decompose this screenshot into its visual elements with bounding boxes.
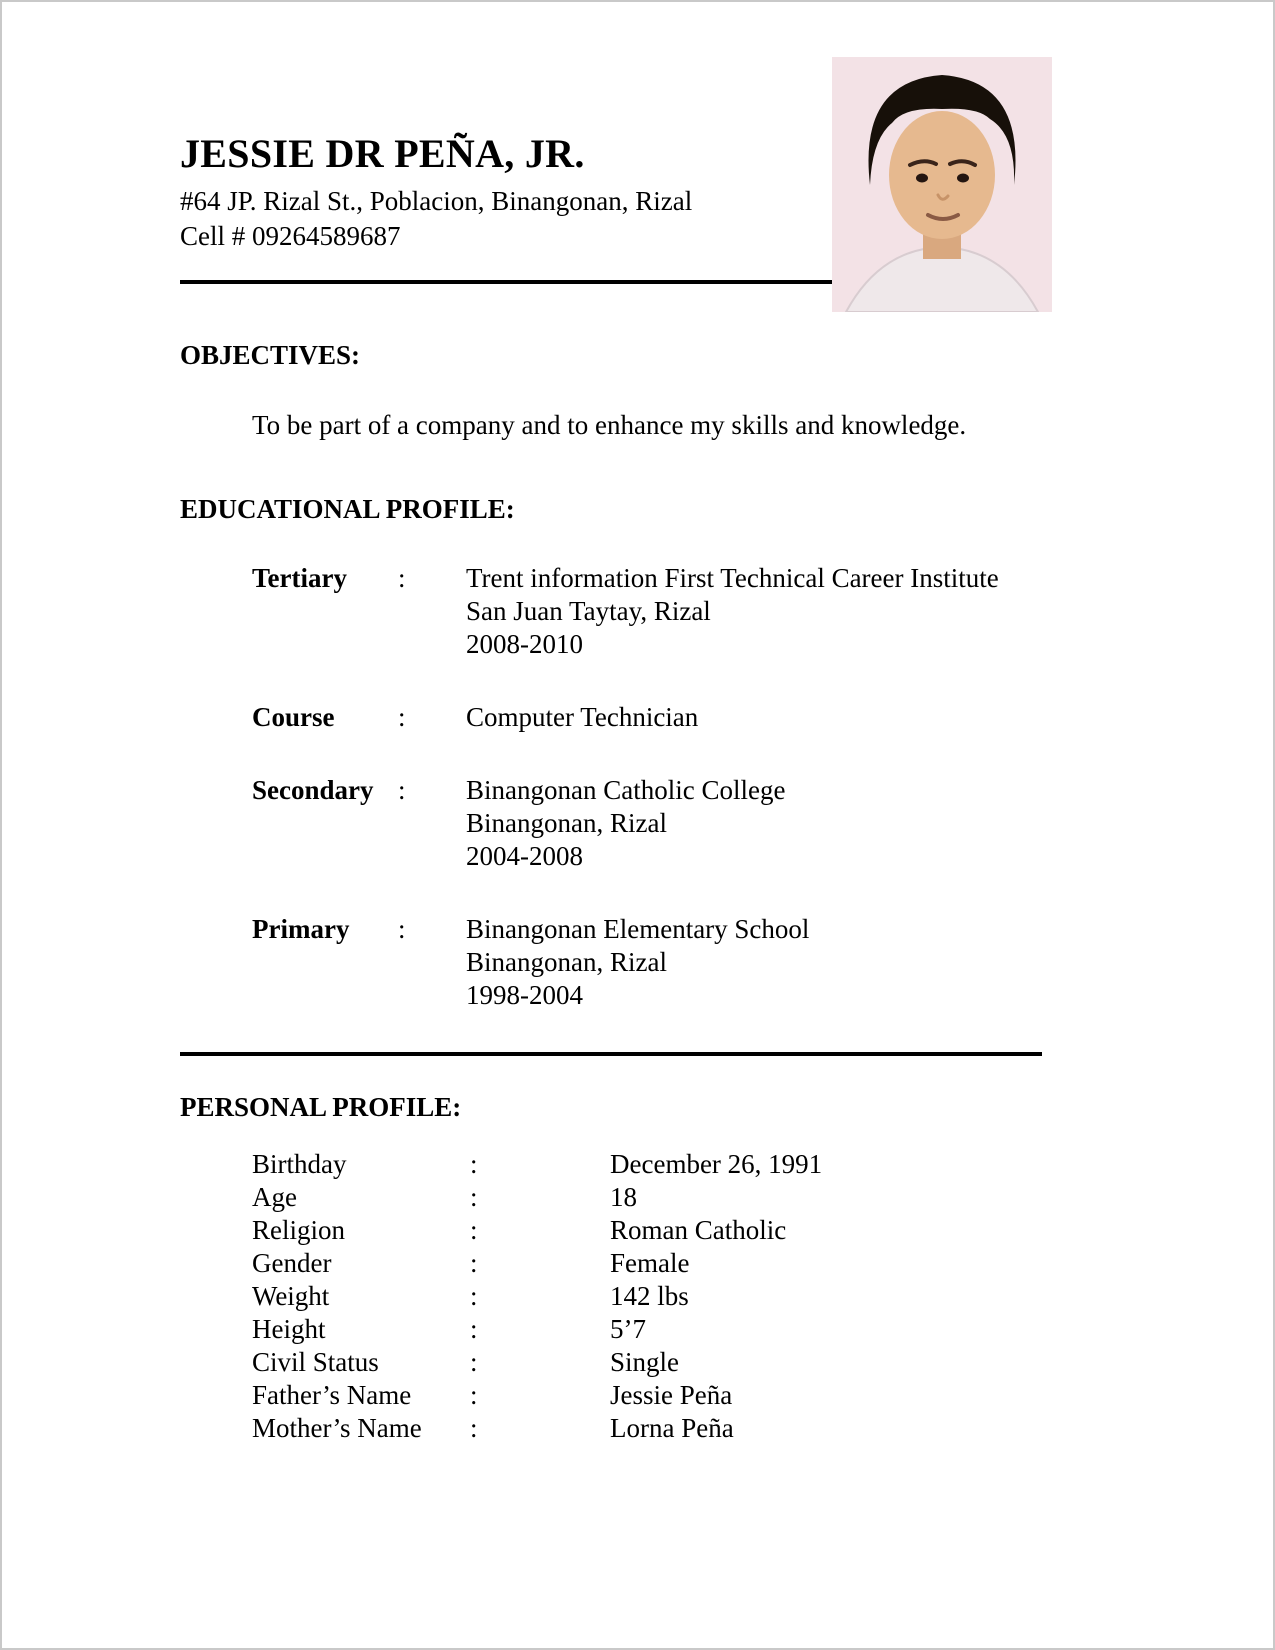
personal-row-birthday [252,1148,1173,1181]
personal-colon: : [470,1248,478,1278]
personal-value: Jessie Peña [610,1380,733,1410]
education-line: Trent information First Technical Career Institute [466,563,999,593]
personal-colon: : [470,1182,478,1212]
personal-colon: : [470,1215,478,1245]
personal-value: Single [610,1347,680,1377]
personal-label: Age [252,1182,297,1212]
education-colon: : [398,702,406,732]
personal-label: Civil Status [252,1347,379,1377]
personal-row-gender [252,1247,1173,1280]
personal-label: Height [252,1314,326,1344]
personal-value: Female [610,1248,690,1278]
personal-value: 142 lbs [610,1281,689,1311]
objective-text: To be part of a company and to enhance my skills and knowledge. [252,410,967,440]
education-line: San Juan Taytay, Rizal [466,596,711,626]
applicant-photo [832,57,1052,312]
education-line: Binangonan, Rizal [466,947,667,977]
education-details [466,562,999,661]
personal-label: Mother’s Name [252,1413,422,1443]
personal-colon: : [470,1347,478,1377]
education-entry-primary [252,913,1173,1012]
personal-row-religion [252,1214,1173,1247]
personal-label: Weight [252,1281,330,1311]
personal-value: Lorna Peña [610,1413,734,1443]
personal-colon: : [470,1281,478,1311]
cell-number-line: Cell # 09264589687 [180,221,401,251]
education-line: Binangonan, Rizal [466,808,667,838]
education-colon: : [398,914,406,944]
personal-value: 18 [610,1182,637,1212]
applicant-name: JESSIE DR PEÑA, JR. [180,131,585,176]
personal-row-fathers-name [252,1379,1173,1412]
personal-colon: : [470,1413,478,1443]
education-entry-tertiary [252,562,1173,661]
personal-colon: : [470,1380,478,1410]
personal-row-age [252,1181,1173,1214]
education-label: Tertiary [252,563,347,593]
personal-row-height [252,1313,1173,1346]
education-details [466,913,809,1012]
section-divider [180,1052,1042,1056]
education-colon: : [398,563,406,593]
personal-row-mothers-name [252,1412,1173,1445]
education-line: 2008-2010 [466,629,583,659]
education-details [466,701,698,734]
address-line: #64 JP. Rizal St., Poblacion, Binangonan, Rizal [180,186,693,216]
personal-label: Religion [252,1215,345,1245]
resume-content [2,2,1273,1445]
personal-heading: PERSONAL PROFILE: [180,1092,462,1122]
personal-colon: : [470,1314,478,1344]
personal-value: Roman Catholic [610,1215,787,1245]
education-label: Secondary [252,775,374,805]
personal-colon: : [470,1149,478,1179]
education-colon: : [398,775,406,805]
personal-label: Birthday [252,1149,347,1179]
personal-rows [252,1148,1173,1445]
education-label: Course [252,702,335,732]
education-label: Primary [252,914,350,944]
personal-value: December 26, 1991 [610,1149,823,1179]
education-entry-course [252,701,1173,734]
objectives-heading: OBJECTIVES: [180,340,361,370]
personal-row-weight [252,1280,1173,1313]
education-line: 2004-2008 [466,841,583,871]
education-line: Binangonan Elementary School [466,914,810,944]
education-heading: EDUCATIONAL PROFILE: [180,494,515,524]
education-entry-secondary [252,774,1173,873]
personal-row-civil-status [252,1346,1173,1379]
education-line: 1998-2004 [466,980,583,1010]
education-details [466,774,785,873]
personal-value: 5’7 [610,1314,646,1344]
education-line: Binangonan Catholic College [466,775,786,805]
education-line: Computer Technician [466,702,699,732]
personal-label: Gender [252,1248,332,1278]
personal-label: Father’s Name [252,1380,412,1410]
